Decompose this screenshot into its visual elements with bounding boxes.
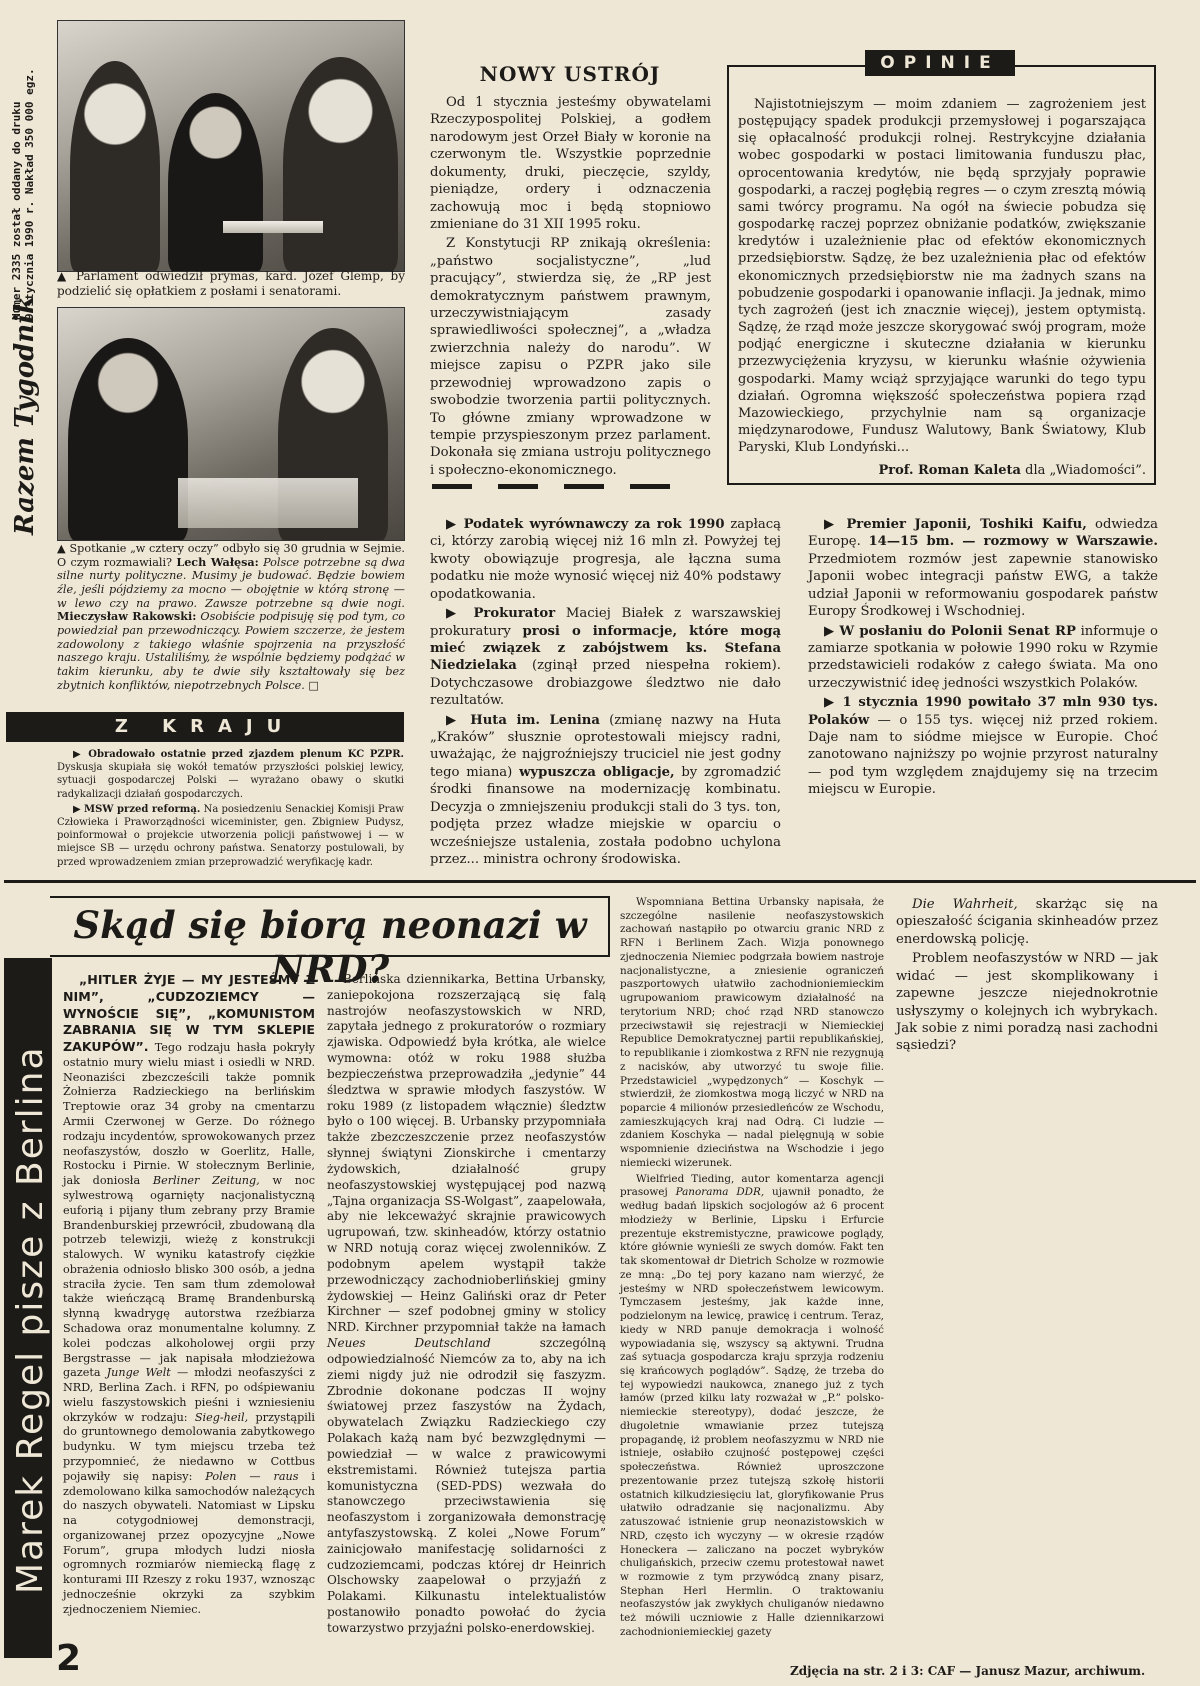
news-item-tax: ▶ Podatek wyrównawczy za rok 1990 zapłacą ci, którzy zarobią więcej niż 16 mln zł. Powyżej tej kwoty obowiązuje progresja, ale łączna suma podatku nie może wynosić więcej niż 40% podstawy opodatkowania. xyxy=(430,517,781,602)
article-col4: Die Wahrheit, skarżąc się na opieszałość ścigania skinheadów przez enerdowską policję. Problem neofaszystów w NRD — jak widać — jest skomplikowany i zapewne jeszcze niejednokrotnie usłyszymy o kolejnych ich wybrykach. Jak sobie z nimi poradzą nasi zachodni sąsiedzi? xyxy=(896,897,1158,1054)
article-title: Skąd się biorą neonazi w NRD? xyxy=(73,903,587,991)
z-kraju-col2 xyxy=(430,516,781,868)
photo-walesa-rakowski xyxy=(57,307,405,541)
z-kraju-header: Z KRAJU xyxy=(6,712,404,742)
imprint-line-2: 9 stycznia 1990 r. Nakład 350 000 egz. xyxy=(23,68,36,320)
news-item-huta: ▶ Huta im. Lenina (zmianę nazwy na Huta „Kraków” słusznie oprotestowali miejscy radni, uważając, że najgroźniejszy truciciel nie jest godny tego miana) wypuszcza obligacje, by zgromadzić środki finansowe na modernizację kombinatu. Decyzja o zmniejszeniu produkcji stali do 3 tys. ton, podjęta przez władze miejskie w oparciu o wcześniejsze ustalenia, została podobno uchylona przez... ministra ochrony środowiska. xyxy=(430,712,781,868)
sidebar-imprint xyxy=(6,20,42,540)
z-kraju-col3 xyxy=(808,516,1158,799)
magazine-logo: Razem Tygodnik xyxy=(10,295,40,535)
section-divider xyxy=(4,880,1196,883)
title-frame-right xyxy=(608,896,610,957)
photo-credits: Zdjęcia na str. 2 i 3: CAF — Janusz Mazur, archiwum. xyxy=(790,1664,1146,1678)
imprint-line-1: Numer 2335 został oddany do druku xyxy=(10,101,23,320)
news-item-senat: ▶ W posłaniu do Polonii Senat RP informuje o zamiarze spotkania w połowie 1990 roku w Rzymie przedstawicieli rodaków z całego świata. Ma ono urzeczywistnić ideę jedności wszystkich Polaków. xyxy=(808,623,1158,691)
z-kraju-col1 xyxy=(57,748,404,869)
news-item-prosecutor: ▶ Prokurator Maciej Białek z warszawskiej prokuratury prosi o informacje, które mogą mieć związek z zabójstwem ks. Stefana Niedzielaka (zginął przed niespełna rokiem). Dotychczasowe drobiazgowe śledztwo nie dało rezultatów. xyxy=(430,606,782,709)
opinie-header: OPINIE xyxy=(865,50,1015,76)
opinie-body: Najistotniejszym — moim zdaniem — zagrożeniem jest postępujący spadek produkcji przemysłowej i pogarszająca się opłacalność produkcji rolnej. Restrykcyjne działania wobec gospodarki w postaci limitowania funduszu płac, oprocentowania kredytów, nie będą sprzyjały poprawie gospodarki, a raczej pogłębią regres — o czym zresztą mówią sami twórcy programu. Na ogół na świecie pobudza się gospodarkę raczej poprzez obniżanie podatków, zwiększanie kredytów i uzależnienie płac od efektów ekonomicznych przedsiębiorstw. Sądzę, że bez uzależnienia płac od efektów ekonomicznych przedsiębiorstw nie ma żadnych szans na pobudzenie gospodarki i opanowanie inflacji. Ja jednak, mimo tych zagrożeń (jest ich znacznie więcej), jestem optymistą. Sądzę, że rząd może jeszcze skorygować swój program, może podjąć energiczne i skuteczne działania w kierunku przezwyciężenia kryzysu, w kierunku właśnie ożywienia gospodarki. Mamy wciąż sprzyjające warunki do tego typu działań. Ogromna większość społeczeństwa popiera rząd Mazowieckiego, przychylnie nam są organizacje międzynarodowe, Fundusz Walutowy, Bank Światowy, Klub Paryski, Klub Londyński... Prof. Roman Kaleta dla „Wiadomości”. xyxy=(738,97,1146,479)
title-frame-top xyxy=(50,896,610,898)
news-item-msw: ▶ MSW przed reformą. Na posiedzeniu Senackiej Komisji Praw Człowieka i Praworządności wiceminister, gen. Zbigniew Pudysz, poinformował o projekcie utworzenia policji państwowej i — w miejsce SB — urzędu ochrony państwa. Senatorzy postulowali, by przed wprowadzeniem zmian przeprowadzić weryfikację kadr. xyxy=(57,803,404,868)
news-item-japan: ▶ Premier Japonii, Toshiki Kaifu, odwiedza Europę. 14—15 bm. — rozmowy w Warszawie. Przedmiotem rozmów jest zapewnie stanowisko Japonii wobec integracji państw EWG, a także udział Japonii w reformowaniu gospodarek państw Europy Środkowej i Wschodniej. xyxy=(808,517,1158,620)
nowy-ustroj-body: Od 1 stycznia jesteśmy obywatelami Rzeczypospolitej Polskiej, a godłem narodowym jest Orzeł Biały w koronie na czerwonym tle. Wszystkie poprzednie dokumenty, druki, pieczęcie, szyldy, pieniądze, ordery i odznaczenia zachowują moc i będą stopniowo zmieniane do 31 XII 1995 roku. Z Konstytucji RP znikają określenia: „państwo socjalistyczne”, „lud pracujący”, stwierdza się, że „RP jest demokratycznym państwem prawnym, urzeczywistniającym zasady sprawiedliwości społecznej”, a „władza zwierzchnia należy do narodu”. W miejsce zapisu o PZPR jako sile przewodniej wprowadzono zapis o swobodzie tworzenia partii politycznych. To główne zmiany wprowadzone w tempie przyspieszonym przez parlament. Dokonała się zmiana ustroju politycznego i społeczno-ekonomicznego. xyxy=(430,95,711,478)
photo-primate-visit xyxy=(57,20,405,272)
news-item-plenum: ▶ Obradowało ostatnie przed zjazdem plenum KC PZPR. Dyskusja skupiała się wokół tematów przyszłości polskiej lewicy, sytuacji gospodarczej Polski — wyrażano obawy o skutki radykalizacji działań gospodarczych. xyxy=(57,749,404,800)
news-item-population: ▶ 1 stycznia 1990 powitało 37 mln 930 tys. Polaków — o 155 tys. więcej niż przed rokiem. Daje nam to siódme miejsce w Europie. Choć zanotowano najniższy po wojnie przyrost naturalny — pod tym względem znajdujemy się na trzecim miejscu w Europie. xyxy=(808,695,1158,798)
nowy-ustroj-title: NOWY USTRÓJ xyxy=(479,62,661,86)
page-number: 2 xyxy=(56,1638,82,1679)
article-col3: Wspomniana Bettina Urbansky napisała, że szczególne nasilenie neofaszystowskich zachowań nastąpiło po otwarciu granic NRD z RFN i Berlinem Zach. Wizja ponownego zjednoczenia Niemiec podgrzała bowiem nastroje nacjonalistyczne, a zniesienie ograniczeń paszportowych ułatwiło zachodnioniemieckim ugrupowaniom prawicowym działalność na terytorium NRD; choć rząd NRD stanowczo przeciwstawił się rejestracji w Niemieckiej Republice Demokratycznej partii republikańskiej, to republikanie i ziomkostwa z RFN nie rezygnują z nacisków, aby utworzyć tu swoje filie. Przedstawiciel „wypędzonych” — Koschyk — stwierdził, że ziomkostwa mogą liczyć w NRD na poparcie 4 milionów przesiedleńców ze Wschodu, zamieszkujących kraj nad Odrą. Ci ludzie — zdaniem Koschyka — nadal pielęgnują w sobie wspomnienie dzieciństwa na Wschodzie i jego niemiecki wizerunek. Wielfried Tieding, autor komentarza agencji prasowej Panorama DDR, ujawnił ponadto, że według badań lipskich socjologów aż 6 procent młodzieży w Berlinie, Lipsku i Erfurcie prezentuje ekstremistyczne, prawicowe poglądy, które głównie wynieśli ze swych domów. Fakt ten tak skomentował dr Dietrich Scholze w rozmowie ze mną: „Do tej pory kazano nam wierzyć, że jesteśmy w NRD społeczeństwem lewicowym. Tymczasem jesteśmy, jak każde inne, podzielonym na lewicę, prawicę i centrum. Teraz, kiedy w NRD panuje demokracja i wolność wypowiadania się, wszyscy są aktywni. Trudna zaś sytuacja gospodarcza kraju sprzyja rodzeniu się krańcowych poglądów”. Sądzę, że trzeba do tej wypowiedzi naukowca, znanego już z tych łamów (przed kilku laty rozważał w „P.” polsko-niemieckie stereotypy), dodać jeszcze, że długoletnie wmawianie przez tutejszą propagandę, iż problem neofaszyzmu w NRD nie istnieje, osłabiło czujność postępowej części społeczeństwa. Również uproszczone prezentowanie przez tutejszą szkołę historii ostatnich kilkudziesięciu lat, gloryfikowanie Prus ułatwiło odradzanie się nacjonalizmu. Aby zatuszować istnienie grup neonazistowskich w NRD, często ich wyczyny — w okresie rządów Honeckera — zaliczano na poczet wybryków chuligańskich, przeciw czemu protestował nawet w rozmowie z tym przywódcą znany pisarz, Stephan Herl Hermlin. O traktowaniu neofaszystów jak zwykłych chuliganów niedawno też mówili uczniowie z Halle dziennikarzowi zachodnioniemieckiej gazety xyxy=(620,896,884,1638)
author-strip xyxy=(4,958,52,1658)
article-col2: Berlińska dziennikarka, Bettina Urbansky, zaniepokojona rozszerzającą się falą nastrojów neofaszystowskich w NRD, zapytała jednego z prokuratorów o rozmiary zjawiska. Odpowiedź była krótka, ale wielce wymowna: otóż w roku 1988 służba bezpieczeństwa przeprowadziła „jedynie” 44 śledztwa w sprawie młodych faszystów. W roku 1989 (z listopadem włącznie) śledztw było o 100 więcej. B. Urbansky przypomniała także zbezczeszczenie przez neofaszystów słynnej świątyni Zionskirche i cmentarzy żydowskich, działalność grupy neofaszystowskiej występującej pod nazwą „Tajna organizacja SS-Wolgast”, zaapelowała, aby nie lekceważyć skrajnie prawicowych ugrupowań, tzw. skinheadów, którzy ostatnio w NRD notują coraz więcej zwolenników. Z podobnym apelem wystąpił także przewodniczący zachodnioberlińskiej gminy żydowskiej — Heinz Galiński oraz dr Peter Kirchner — szef podobnej gminy w stolicy NRD. Kirchner przypomniał także na łamach Neues Deutschland szczególną odpowiedzialność Niemców za to, aby na ich ziemi nigdy już nie odrodził się faszyzm. Zbrodnie dokonane podczas II wojny światowej przez faszystów na Żydach, obywatelach Związku Radzieckiego czy Polakach każą nam być bezwzględnymi — powiedział — w walce z prawicowymi ekstremistami. Również tutejsza partia komunistyczna (SED-PDS) wezwała do stanowczego przeciwstawienia się neofaszystom i zorganizowała demonstrację antyfaszystowską. Z kolei „Nowe Forum” zainicjowało manifestację solidarności z cudzoziemcami, podczas której dr Heinrich Olschowsky zaapelował o przyjaźń z Polakami. Kilkunastu intelektualistów postanowiło ponadto powołać do życia towarzystwo przyjaźni polsko-enerdowskiej. xyxy=(327,972,606,1635)
opinie-author: Prof. Roman Kaleta xyxy=(878,463,1021,479)
photo1-caption: ▲ Parlament odwiedził prymas, kard. Józef Glemp, by podzielić się opłatkiem z posłami i senatorami. xyxy=(57,269,405,298)
photo2-caption: ▲ Spotkanie „w cztery oczy” odbyło się 30 grudnia w Sejmie. O czym rozmawiali? Lech Wałęsa: Polsce potrzebne są dwa silne nurty polityczne. Musimy je budować. Będzie bowiem źle, jeśli pójdziemy za mocno — obojętnie w którą stronę — w lewo czy na prawo. Zawsze potrzebne są dwie nogi. Mieczysław Rakowski: Osobiście podpisuję się pod tym, co powiedział pan przewodniczący. Powiem szczerze, że jestem zadowolony z takiego właśnie spojrzenia na przyszłość naszego kraju. Ustaliliśmy, że wspólnie będziemy podążać w takim kierunku, aby te dwie siły kształtowały się bez zbytnich konfliktów, niepotrzebnych Polsce. □ xyxy=(57,542,405,692)
dash-separator xyxy=(432,484,670,489)
author-label: Marek Regel pisze z Berlina xyxy=(10,1045,51,1594)
article-col1: „HITLER ŻYJE — MY JESTEŚMY Z NIM”, „CUDZOZIEMCY — WYNOŚCIE SIĘ”, „KOMUNISTOM ZABRANIA SIĘ W TYM SKLEPIE ZAKUPÓW”. Tego rodzaju hasła pokryły ostatnio mury wielu miast i osiedli w NRD. Neonaziści zbezcześcili także pomnik Żołnierza Radzieckiego na berlińskim Treptowie oraz 34 groby na cmentarzu Armii Czerwonej w Gerze. Do różnego rodzaju incydentów, sprowokowanych przez neofaszystów, doszło w Goerlitz, Halle, Rostocku i Pirnie. W stołecznym Berlinie, jak doniosła Berliner Zeitung, w noc sylwestrową ogarnięty nacjonalistyczną euforią i pijany tłum zebrany przy Bramie Brandenburskiej przewrócił, zbudowaną dla potrzeb telewizji, wieżę z konstrukcji stalowych. W wyniku katastrofy ciężkie obrażenia odniosło blisko 300 osób, a jedna straciła życie. Ten sam tłum zdemolował także wieńczącą Bramę Brandenburską słynną kwadrygę autorstwa rzeźbiarza Schadowa oraz monumentalne kolumny. Z kolei podczas alkoholowej orgii przy Bergstrasse — jak napisała młodzieżowa gazeta Junge Welt — młodzi neofaszyści z NRD, Berlina Zach. i RFN, po odśpiewaniu wielu faszystowskich pieśni i wzniesieniu okrzyków w rodzaju: Sieg-heil, przystąpili do gruntownego demolowania zabytkowego budynku. W tym miejscu trzeba też przypomnieć, że niedawno w Cottbus pojawiły się napisy: Polen — raus i zdemolowano kilka samochodów należących do naszych obywateli. Natomiast w Lipsku na cotygodniowej demonstracji, organizowanej przez opozycyjne „Nowe Forum”, grupa młodych ludzi niosła ogromnych rozmiarów niemiecką flagę z konturami III Rzeszy z roku 1937, wznosząc jednocześnie okrzyki za szybkim zjednoczeniem Niemiec. xyxy=(63,972,315,1616)
